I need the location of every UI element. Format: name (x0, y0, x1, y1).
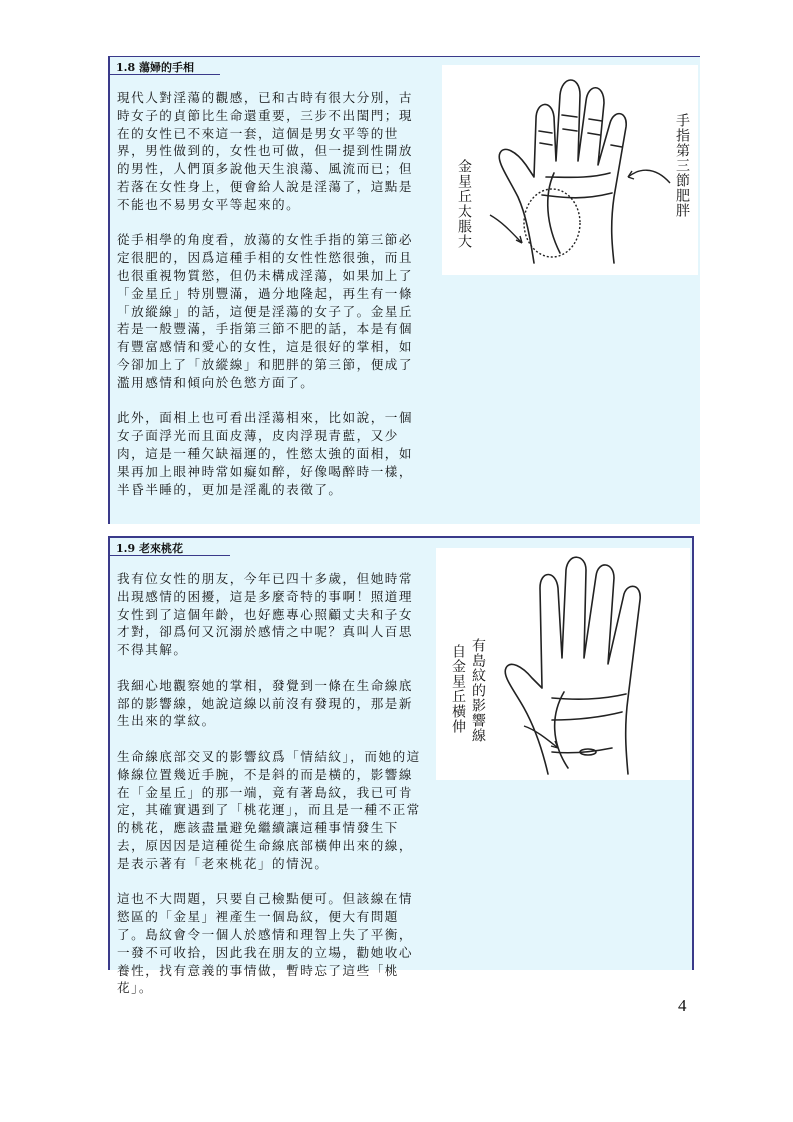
section-body (117, 570, 421, 1015)
section-title: 1.9 老來桃花 (116, 542, 183, 555)
figure-label-right: 有島紋的影響線 (470, 638, 486, 743)
section-title: 1.8 蕩婦的手相 (116, 61, 194, 74)
paragraph: 從手相學的角度看，放蕩的女性手指的第三節必定很肥的，因爲這種手相的女性性慾很強，而且也很重視物質慾，但仍未構成淫蕩，如果加上了「金星丘」特別豐滿，過分地隆起，再生有一條「放縱線」的話，這便是淫蕩的女子了。金星丘若是一般豐滿，手指第三節不肥的話，本是有個有豐富感情和愛心的女性，這是很好的掌相，如今卻加上了「放縱線」和肥胖的第三節，便成了濫用感情和傾向於色慾方面了。 (117, 232, 413, 390)
figure-label-left: 金星丘太脹大 (456, 159, 472, 249)
paragraph: 我細心地觀察她的掌相，發覺到一條在生命線底部的影響線，她說這線以前沒有發現的，那是新生出來的掌紋。 (117, 677, 413, 729)
section-panel-1-8 (108, 56, 700, 524)
palm-illustration (436, 548, 690, 780)
paragraph: 現代人對淫蕩的觀感，已和古時有很大分別，古時女子的貞節比生命還重要，三步不出閨門；現在的女性已不來這一套，這個是男女平等的世界，男性做到的，女性也可做，但一提到性開放的男性，人們頂多說他天生浪蕩、風流而已；但若落在女性身上，便會給人說是淫蕩了，這點是不能也不易男女平等起來的。 (117, 90, 413, 212)
title-underline (110, 555, 230, 556)
paragraph: 此外，面相上也可看出淫蕩相來，比如說，一個女子面浮光而且面皮薄，皮肉浮現青藍，又少肉，這是一種欠缺福運的，性慾太強的面相，如果再加上眼神時常如癡如醉，好像喝醉時一樣，半昏半睡的，更加是淫亂的表徵了。 (117, 410, 413, 497)
paragraph: 我有位女性的朋友，今年已四十多歲，但她時常出現感情的困擾，這是多麼奇特的事啊！照道理女性到了這個年齡，也好應專心照顧丈夫和子女才對，卻爲何又沉溺於感情之中呢？真叫人百思不得其解。 (117, 571, 413, 658)
figure-label-right: 手指第三節肥胖 (674, 113, 690, 218)
title-underline (110, 74, 220, 75)
section-panel-1-9 (108, 536, 694, 996)
figure-label-left: 自金星丘橫伸 (450, 644, 466, 734)
section-body (117, 89, 427, 516)
paragraph: 生命線底部交叉的影響紋爲「情結紋」，而她的這條線位置幾近手腕，不是斜的而是橫的，影響線在「金星丘」的那一端，竟有著島紋，我已可肯定，其確實遇到了「桃花運」，而且是一種不正常的桃花，應該盡量避免繼續讓這種事情發生下去，原因因是這種從生命線底部橫伸出來的線，是表示著有「老來桃花」的情況。 (117, 748, 421, 871)
page-number: 4 (678, 996, 687, 1015)
palm-illustration (442, 65, 698, 275)
palm-drawing (442, 65, 698, 275)
paragraph: 這也不大問題，只要自己檢點便可。但該線在情慾區的「金星」裡產生一個島紋，便大有問題了。島紋會令一個人於感情和理智上失了平衡，一發不可收拾，因此我在朋友的立場，勸她收心養性，找有意義的事情做，暫時忘了這些「桃花」。 (117, 891, 413, 996)
